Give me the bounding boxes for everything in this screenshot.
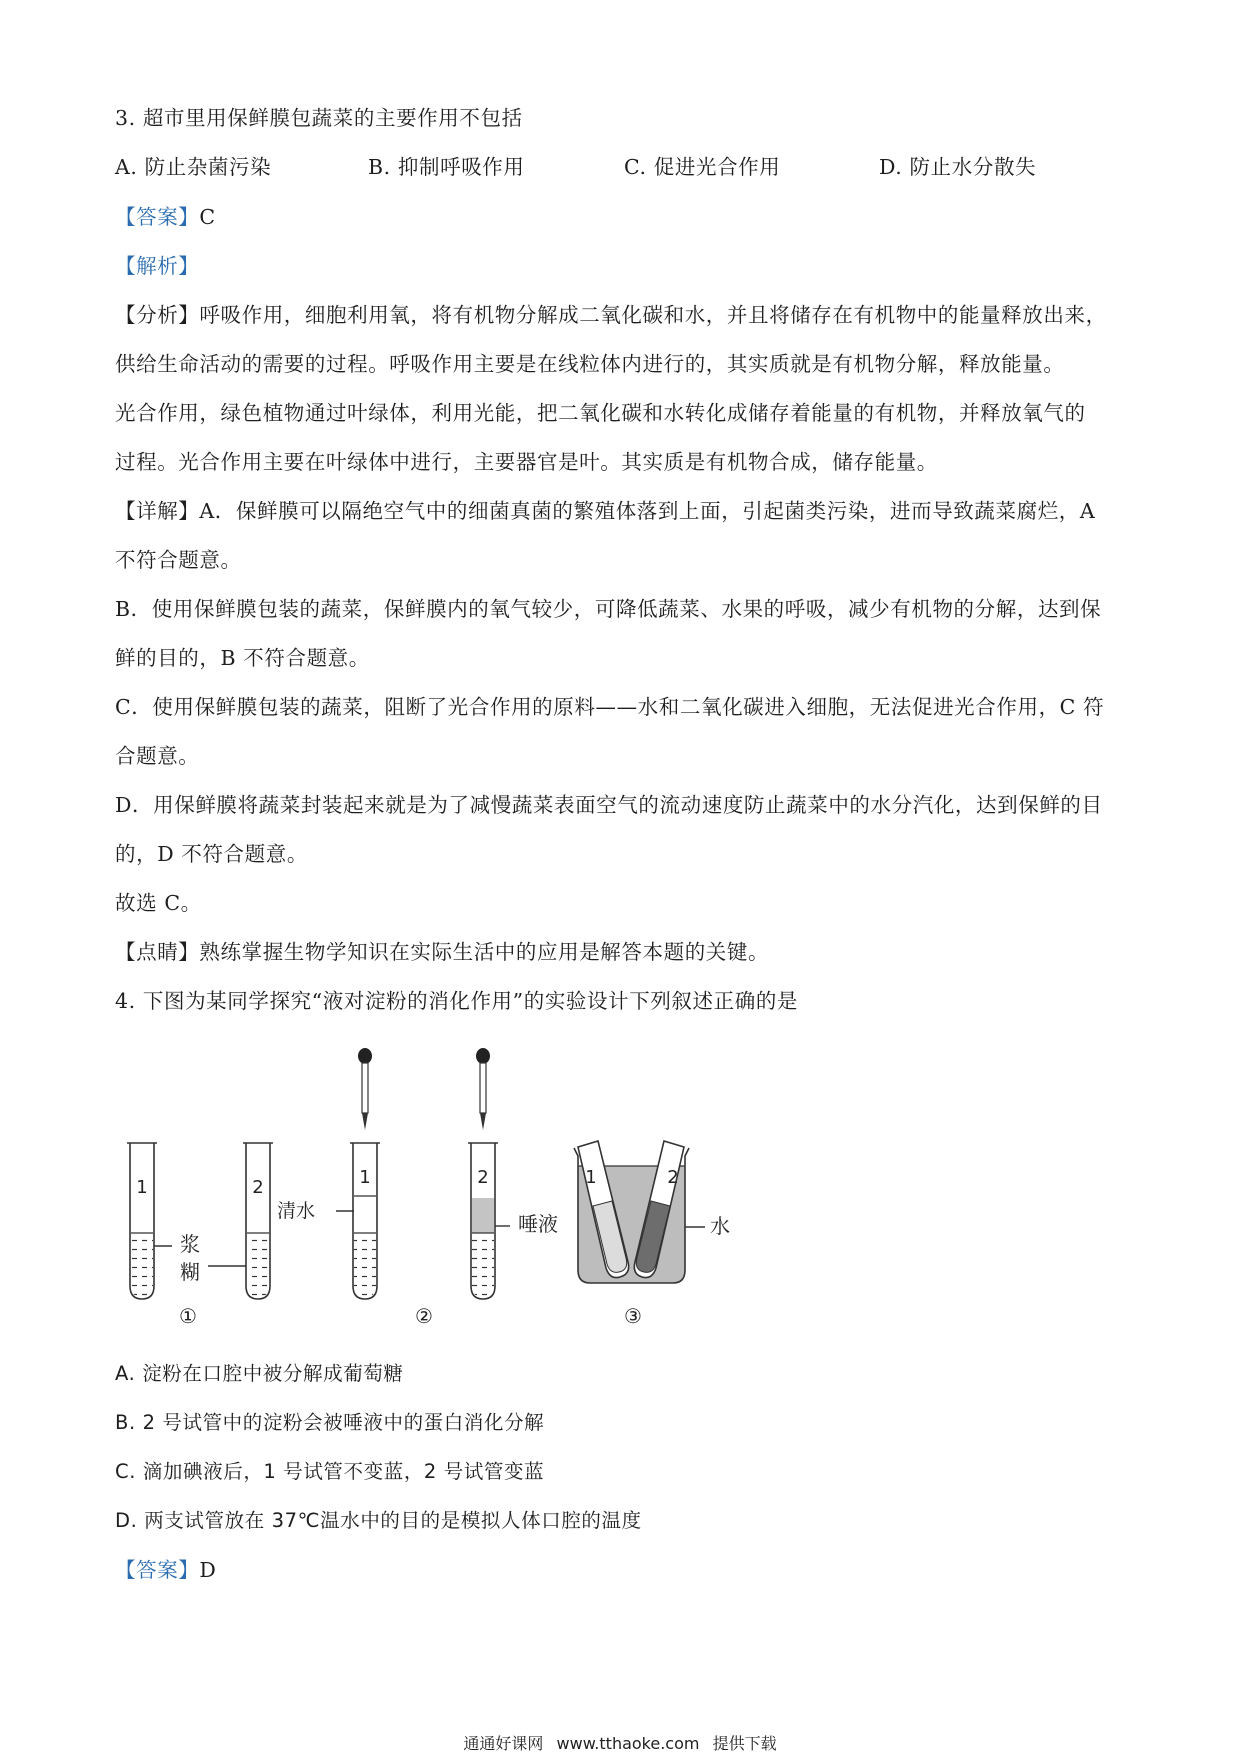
tube1-number: 1 <box>359 1167 371 1188</box>
experiment-diagram <box>120 1038 760 1328</box>
analysis-line: 【点睛】熟练掌握生物学知识在实际生活中的应用是解答本题的关键。 <box>115 940 770 964</box>
saliva-label: 唾液 <box>518 1212 558 1236</box>
analysis-line: 过程。光合作用主要在叶绿体中进行，主要器官是叶。其实质是有机物合成，储存能量。 <box>115 450 938 474</box>
analysis-line: 不符合题意。 <box>115 548 242 572</box>
footer-url[interactable]: www.tthaoke.com <box>556 1734 700 1753</box>
analysis-line: 故选 C。 <box>115 891 202 915</box>
footer-site: 通通好课网 <box>463 1734 544 1753</box>
footer-note: 提供下载 <box>712 1734 777 1753</box>
q3-answer-line <box>115 203 216 231</box>
step1-label: ① <box>179 1304 197 1328</box>
q4-option-c: C. 滴加碘液后，1 号试管不变蓝，2 号试管变蓝 <box>115 1460 545 1483</box>
analysis-line: B．使用保鲜膜包装的蔬菜，保鲜膜内的氧气较少，可降低蔬菜、水果的呼吸，减少有机物的分解，达到保 <box>115 597 1102 621</box>
answer-value: D <box>199 1558 217 1582</box>
analysis-tag: 【解析】 <box>115 254 200 278</box>
step1-tube1 <box>127 1143 157 1299</box>
step2-label: ② <box>415 1304 433 1328</box>
q4-option-d: D. 两支试管放在 37℃温水中的目的是模拟人体口腔的温度 <box>115 1509 642 1532</box>
step2-tube1 <box>350 1143 380 1299</box>
step2-dropper-1 <box>358 1048 372 1130</box>
q4-stem: 4. 下图为某同学探究“液对淀粉的消化作用”的实验设计下列叙述正确的是 <box>115 989 799 1013</box>
q4-option-a: A. 淀粉在口腔中被分解成葡萄糖 <box>115 1362 404 1385</box>
analysis-line: C．使用保鲜膜包装的蔬菜，阻断了光合作用的原料——水和二氧化碳进入细胞，无法促进光合作用，C 符 <box>115 695 1105 719</box>
analysis-line: 【分析】呼吸作用，细胞利用氧，将有机物分解成二氧化碳和水，并且将储存在有机物中的能量释放出来， <box>115 303 1107 327</box>
tube1-number: 1 <box>136 1177 148 1198</box>
q3-option-c: C. 促进光合作用 <box>624 155 781 179</box>
paste-label-1: 浆 <box>180 1232 200 1256</box>
experiment-figure <box>120 1038 760 1328</box>
tube2-number: 2 <box>252 1177 264 1198</box>
tube2-number: 2 <box>477 1167 489 1188</box>
tube1-number: 1 <box>585 1167 597 1188</box>
step2-tube2 <box>468 1143 498 1299</box>
water-label: 清水 <box>276 1200 316 1222</box>
answer-tag: 【答案】 <box>115 205 200 229</box>
q3-option-b: B. 抑制呼吸作用 <box>368 155 525 179</box>
answer-value: C <box>199 205 216 229</box>
analysis-line: 合题意。 <box>115 744 200 768</box>
paste-label-2: 糊 <box>180 1260 200 1284</box>
q3-stem: 3. 超市里用保鲜膜包蔬菜的主要作用不包括 <box>115 106 523 130</box>
q4-answer-line <box>115 1556 216 1584</box>
q3-option-d: D. 防止水分散失 <box>879 155 1037 179</box>
answer-tag: 【答案】 <box>115 1558 200 1582</box>
analysis-line: 鲜的目的，B 不符合题意。 <box>115 646 370 670</box>
analysis-line: 光合作用，绿色植物通过叶绿体，利用光能，把二氧化碳和水转化成储存着能量的有机物，并释放氧气的 <box>115 401 1086 425</box>
q3-option-a: A. 防止杂菌污染 <box>115 155 272 179</box>
bath-water-label: 水 <box>710 1214 730 1238</box>
analysis-line: 供给生命活动的需要的过程。呼吸作用主要是在线粒体内进行的，其实质就是有机物分解，释放能量。 <box>115 352 1065 376</box>
q4-option-b: B. 2 号试管中的淀粉会被唾液中的蛋白消化分解 <box>115 1411 545 1434</box>
tube2-number: 2 <box>667 1167 679 1188</box>
step1-tube2 <box>243 1143 273 1299</box>
analysis-line: D．用保鲜膜将蔬菜封装起来就是为了减慢蔬菜表面空气的流动速度防止蔬菜中的水分汽化，达到保鲜的目 <box>115 793 1103 817</box>
analysis-line: 【详解】A．保鲜膜可以隔绝空气中的细菌真菌的繁殖体落到上面，引起菌类污染，进而导致蔬菜腐烂，A <box>115 499 1096 523</box>
step3-label: ③ <box>624 1304 642 1328</box>
analysis-line: 的，D 不符合题意。 <box>115 842 308 866</box>
page-footer <box>0 1734 1240 1754</box>
step2-dropper-2 <box>476 1048 490 1130</box>
